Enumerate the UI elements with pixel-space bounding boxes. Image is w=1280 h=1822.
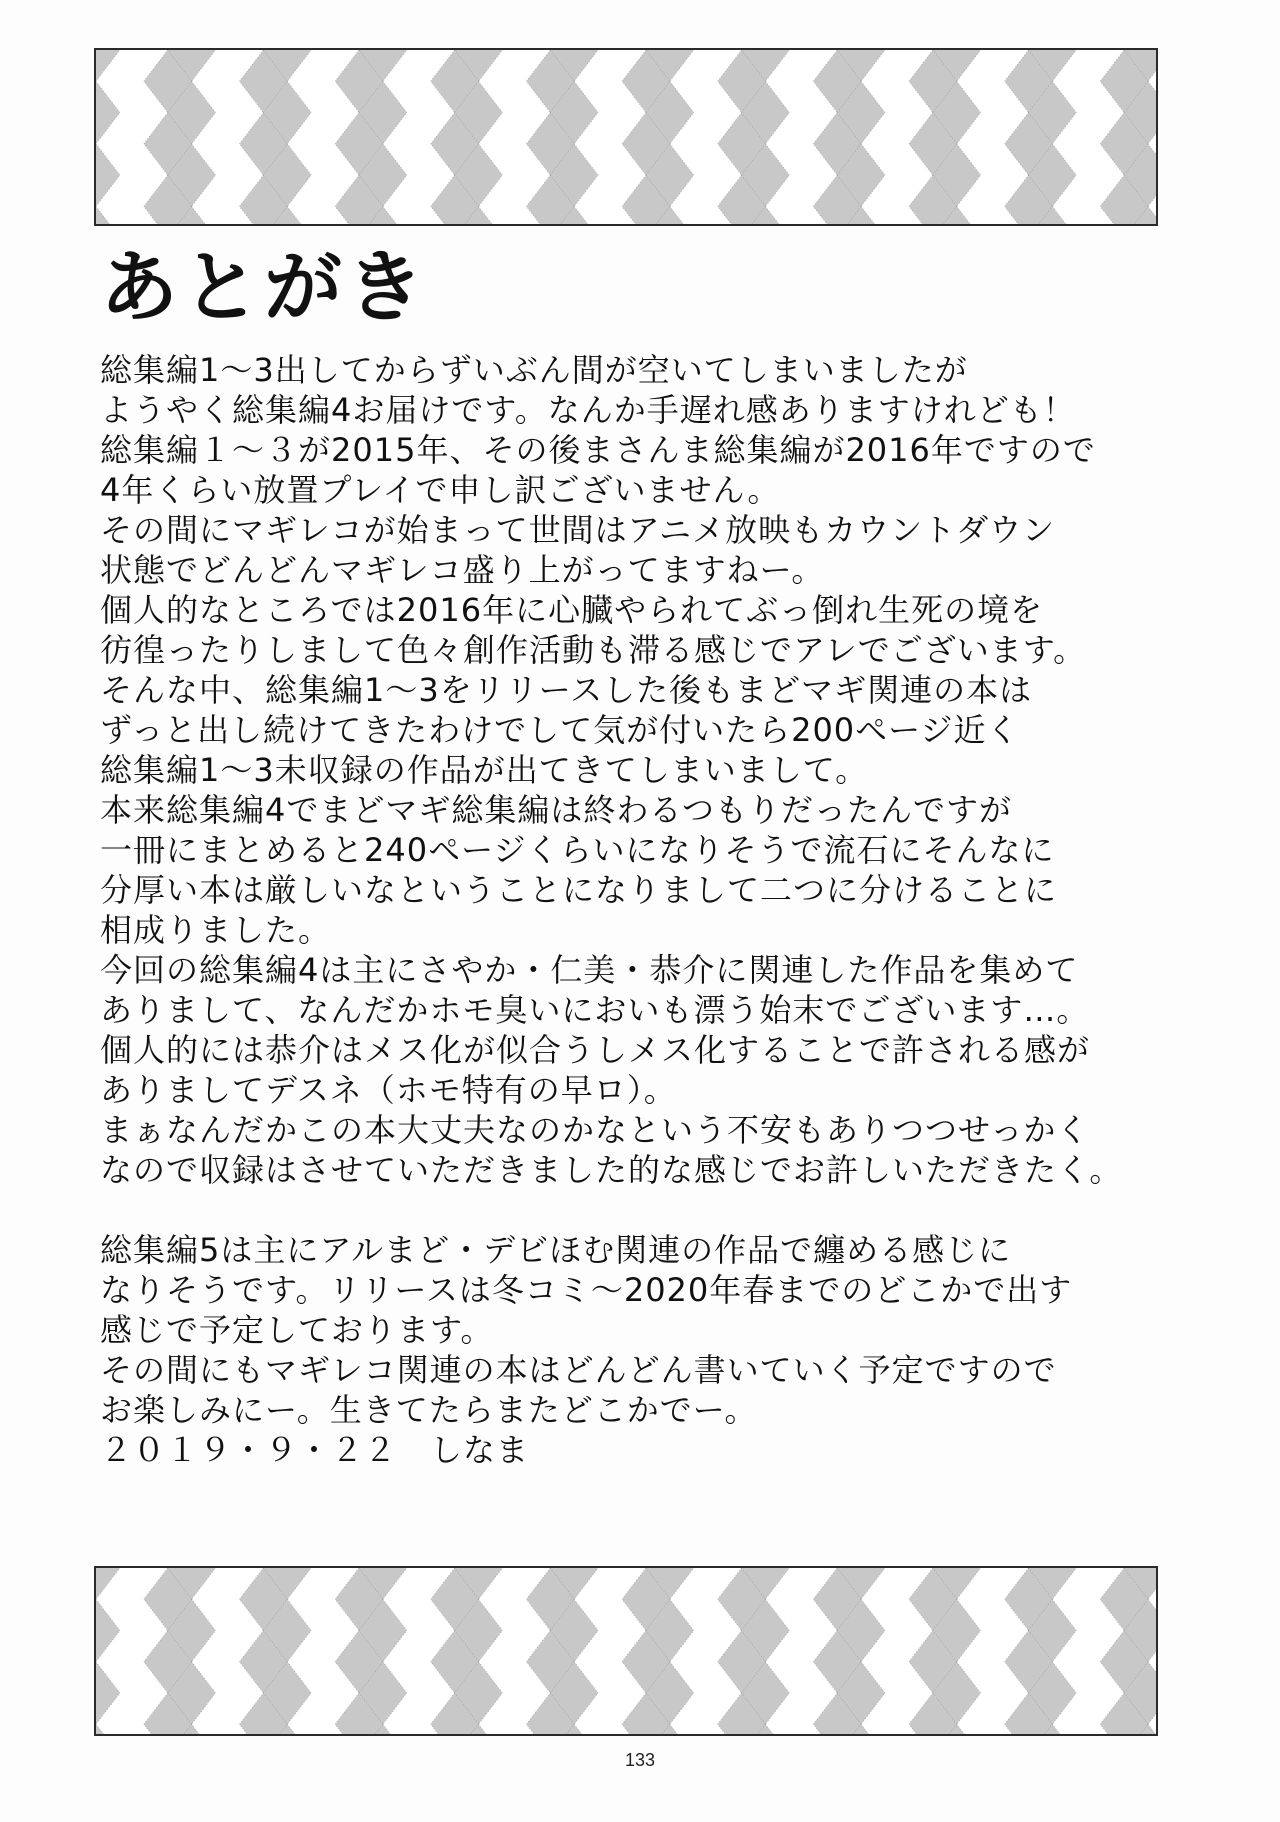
text-line: 総集編5は主にアルまど・デビほむ関連の作品で纏める感じに (100, 1231, 1012, 1269)
diamond-pattern-top (96, 50, 1156, 224)
diamond-shape (96, 144, 120, 207)
afterword-body (100, 350, 1180, 1470)
text-line: 総集編1〜3出してからずいぶん間が空いてしまいましたが (100, 351, 968, 389)
text-line: 状態でどんどんマギレコ盛り上がってますねー。 (100, 551, 825, 589)
page-number: 133 (624, 1750, 656, 1770)
text-line: ２０１９・９・２２ しなま (100, 1431, 530, 1469)
text-line: その間にもマギレコ関連の本はどんどん書いていく予定ですので (100, 1351, 1057, 1389)
text-line: その間にマギレコが始まって世間はアニメ放映もカウントダウン (100, 511, 1056, 549)
text-line: 総集編1〜3未収録の作品が出てきてしまいまして。 (100, 751, 869, 789)
text-line: まぁなんだかこの本大丈夫なのかなという不安もありつつせっかく (100, 1111, 1090, 1149)
diamond-shape (96, 50, 120, 81)
page-title: あとがき (100, 243, 429, 333)
diamond-pattern-bottom (96, 1568, 1156, 1734)
text-line: 個人的なところでは2016年に心臓やられてぶっ倒れ生死の境を (100, 591, 1044, 629)
diamond-shape (96, 1662, 120, 1724)
text-line: 個人的には恭介はメス化が似合うしメス化することで許される感が (100, 1031, 1091, 1069)
text-line: なので収録はさせていただきました的な感じでお許しいただきたく。 (100, 1151, 1123, 1189)
text-line: お楽しみにー。生きてたらまたどこかでー。 (100, 1391, 758, 1429)
paragraph-break (100, 1190, 1180, 1230)
text-line: 分厚い本は厳しいなということになりまして二つに分けることに (100, 871, 1058, 909)
text-line: ありまして、なんだかホモ臭いにおいも漂う始末でございます…。 (100, 991, 1090, 1029)
text-line: ありましてデスネ（ホモ特有の早ロ）。 (100, 1071, 677, 1109)
diamond-shape (96, 1599, 120, 1661)
diamond-shape (96, 206, 120, 224)
text-line: なりそうです。リリースは冬コミ〜2020年春までのどこかで出す (100, 1271, 1073, 1309)
text-line: 総集編１〜３が2015年、その後まさんま総集編が2016年ですので (100, 431, 1096, 469)
top-diamond-pattern-band (94, 48, 1158, 226)
text-line: 一冊にまとめると240ページくらいになりそうで流石にそんなに (100, 831, 1055, 869)
text-line: 彷徨ったりしまして色々創作活動も滞る感じでアレでございます。 (100, 631, 1087, 669)
diamond-shape (96, 1568, 120, 1599)
text-line: 今回の総集編4は主にさやか・仁美・恭介に関連した作品を集めて (100, 951, 1079, 989)
text-line: そんな中、総集編1〜3をリリースした後もまどマギ関連の本は (100, 671, 1033, 709)
text-line: 4年くらい放置プレイで申し訳ございません。 (100, 471, 781, 509)
bottom-diamond-pattern-band (94, 1566, 1158, 1736)
text-line: 本来総集編4でまどマギ総集編は終わるつもりだったんですが (100, 791, 1013, 829)
text-line: ずっと出し続けてきたわけでして気が付いたら200ページ近く (100, 711, 1020, 749)
text-line: ようやく総集編4お届けです。なんか手遅れ感ありますけれども！ (100, 391, 1076, 429)
diamond-shape (96, 1724, 120, 1734)
text-line: 感じで予定しております。 (100, 1311, 494, 1349)
text-line: 相成りました。 (100, 911, 332, 949)
diamond-shape (96, 81, 120, 144)
